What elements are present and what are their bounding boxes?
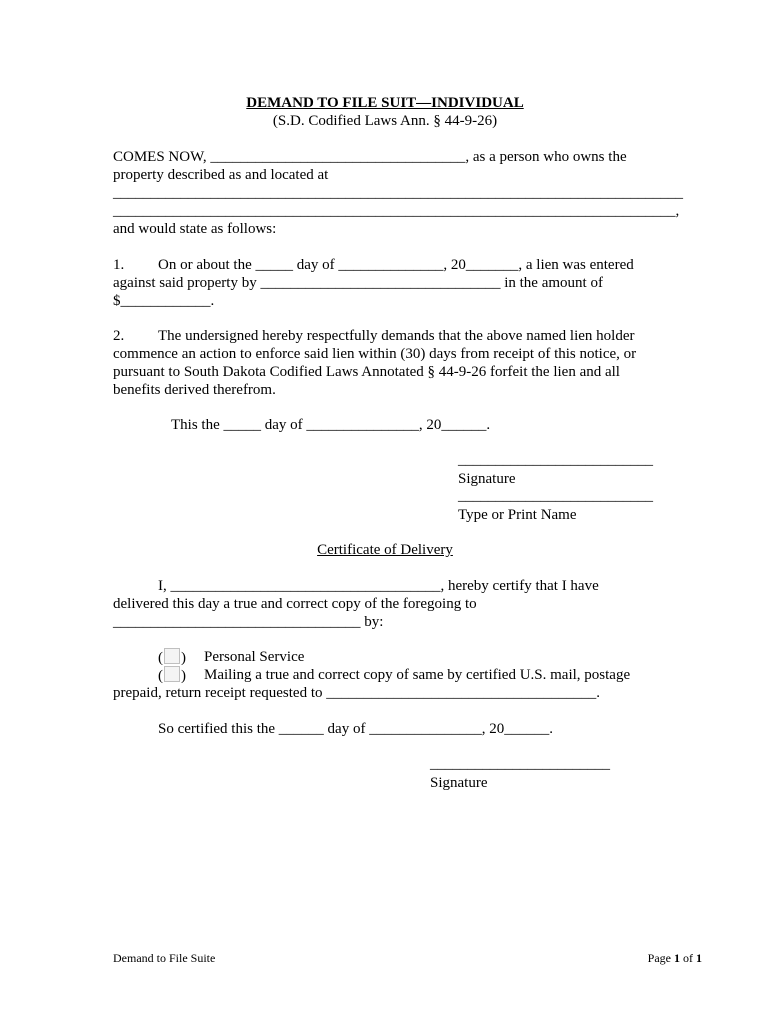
para1-line2: against said property by ________________________________ in the amount of [113, 275, 603, 291]
so-certified-line: So certified this the ______ day of _______________, 20______. [158, 721, 553, 737]
state-as-follows: and would state as follows: [113, 221, 277, 237]
para2-line1: The undersigned hereby respectfully demands that the above named lien holder [158, 328, 635, 344]
print-name-line: __________________________ [458, 488, 653, 504]
comes-now-line: COMES NOW, __________________________________, as a person who owns the [113, 149, 627, 165]
certificate-heading: Certificate of Delivery [317, 542, 453, 558]
option-personal-service: ( ) [158, 650, 186, 666]
cert-signature-label: Signature [430, 775, 488, 791]
cert-line3: _________________________________ by: [113, 614, 384, 630]
property-blank-line-1: ____________________________________________________________________________ [113, 185, 683, 201]
mailing-checkbox[interactable] [164, 666, 180, 682]
cert-signature-line: ________________________ [430, 756, 610, 772]
para2-line4: benefits derived therefrom. [113, 382, 276, 398]
signature-line: __________________________ [458, 452, 653, 468]
para1-line1: On or about the _____ day of ______________, 20_______, a lien was entered [158, 257, 634, 273]
option-mailing-cont: prepaid, return receipt requested to ____________________________________. [113, 685, 600, 701]
personal-service-checkbox[interactable] [164, 648, 180, 664]
option-mailing: ( ) [158, 668, 186, 684]
para2-line2: commence an action to enforce said lien within (30) days from receipt of this notice, or [113, 346, 637, 362]
property-blank-line-2: ___________________________________________________________________________, [113, 203, 680, 219]
para1-number: 1. [113, 257, 125, 273]
para2-number: 2. [113, 328, 125, 344]
print-name-label: Type or Print Name [458, 507, 577, 523]
footer-page-number: Page 1 of 1 [647, 951, 702, 965]
cert-line1: I, ____________________________________, hereby certify that I have [158, 578, 599, 594]
statute-citation: (S.D. Codified Laws Ann. § 44-9-26) [272, 113, 498, 129]
signature-label: Signature [458, 471, 516, 487]
para2-line3: pursuant to South Dakota Codified Laws Annotated § 44-9-26 forfeit the lien and all [113, 364, 620, 380]
document-title: DEMAND TO FILE SUIT—INDIVIDUAL [246, 95, 524, 111]
property-line: property described as and located at [113, 167, 329, 183]
footer-doc-name: Demand to File Suite [113, 951, 216, 965]
option-label: Personal Service [204, 649, 305, 665]
dated-line: This the _____ day of _______________, 20______. [171, 417, 491, 433]
option-label: Mailing a true and correct copy of same by certified U.S. mail, postage [204, 667, 631, 683]
cert-line2: delivered this day a true and correct copy of the foregoing to [113, 596, 477, 612]
para1-line3: $____________. [113, 293, 215, 309]
